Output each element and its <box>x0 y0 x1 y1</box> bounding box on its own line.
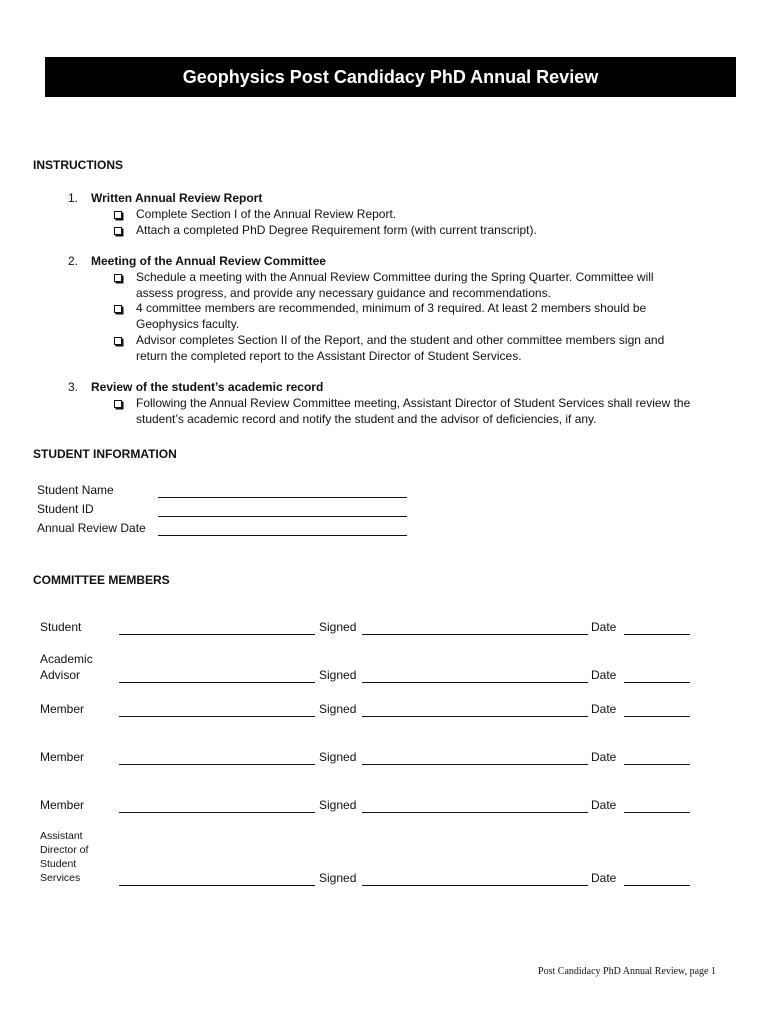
instructions-heading: INSTRUCTIONS <box>33 158 123 172</box>
bullet-text: Advisor completes Section II of the Report, and the student and other committee members sign and <box>136 333 665 347</box>
name-field[interactable] <box>119 885 315 886</box>
date-label: Date <box>591 871 617 885</box>
bullet-text-cont: student’s academic record and notify the student and the advisor of deficiencies, if any. <box>136 412 597 426</box>
role-label: Academic <box>40 652 93 666</box>
signature-field[interactable] <box>362 812 588 813</box>
student-name-label: Student Name <box>37 483 114 497</box>
bullet-text: Following the Annual Review Committee meeting, Assistant Director of Student Services shall review the <box>136 396 691 410</box>
page-footer: Post Candidacy PhD Annual Review, page 1 <box>538 966 716 977</box>
page-title: Geophysics Post Candidacy PhD Annual Review <box>45 57 736 97</box>
signature-field[interactable] <box>362 716 588 717</box>
date-field[interactable] <box>624 716 690 717</box>
student-id-label: Student ID <box>37 502 94 516</box>
item-title: Written Annual Review Report <box>91 191 263 205</box>
signed-label: Signed <box>319 668 357 682</box>
signed-label: Signed <box>319 798 357 812</box>
item-number: 1. <box>67 191 78 205</box>
student-info-heading: STUDENT INFORMATION <box>33 447 177 461</box>
checkbox-icon <box>114 211 122 219</box>
student-name-field[interactable] <box>158 497 407 498</box>
date-field[interactable] <box>624 764 690 765</box>
item-title: Meeting of the Annual Review Committee <box>91 254 326 268</box>
bullet-text-cont: assess progress, and provide any necessary guidance and recommendations. <box>136 286 551 300</box>
signature-field[interactable] <box>362 682 588 683</box>
date-field[interactable] <box>624 812 690 813</box>
signature-field[interactable] <box>362 885 588 886</box>
name-field[interactable] <box>119 764 315 765</box>
role-label: Assistant <box>40 830 83 842</box>
bullet-text: Complete Section I of the Annual Review Report. <box>136 207 397 221</box>
date-label: Date <box>591 620 617 634</box>
signature-field[interactable] <box>362 764 588 765</box>
bullet-text-cont: Geophysics faculty. <box>136 317 240 331</box>
role-label-cont: Services <box>40 872 81 884</box>
item-number: 3. <box>67 380 78 394</box>
checkbox-icon <box>114 305 122 313</box>
signature-field[interactable] <box>362 634 588 635</box>
checkbox-icon <box>114 400 122 408</box>
signed-label: Signed <box>319 702 357 716</box>
name-field[interactable] <box>119 716 315 717</box>
checkbox-icon <box>114 227 122 235</box>
name-field[interactable] <box>119 634 315 635</box>
bullet-text-cont: return the completed report to the Assistant Director of Student Services. <box>136 349 522 363</box>
date-label: Date <box>591 702 617 716</box>
date-label: Date <box>591 750 617 764</box>
bullet-text: 4 committee members are recommended, minimum of 3 required. At least 2 members should be <box>136 301 647 315</box>
role-label: Member <box>40 750 85 764</box>
role-label-cont: Student <box>40 858 77 870</box>
item-number: 2. <box>67 254 78 268</box>
signed-label: Signed <box>319 750 357 764</box>
name-field[interactable] <box>119 812 315 813</box>
date-field[interactable] <box>624 682 690 683</box>
role-label: Member <box>40 702 85 716</box>
date-label: Date <box>591 668 617 682</box>
committee-heading: COMMITTEE MEMBERS <box>33 573 170 587</box>
role-label-cont: Advisor <box>40 668 81 682</box>
role-label-cont: Director of <box>40 844 89 856</box>
role-label: Member <box>40 798 85 812</box>
item-title: Review of the student’s academic record <box>91 380 324 394</box>
date-label: Date <box>591 798 617 812</box>
name-field[interactable] <box>119 682 315 683</box>
review-date-label: Annual Review Date <box>37 521 146 535</box>
date-field[interactable] <box>624 634 690 635</box>
signed-label: Signed <box>319 620 357 634</box>
checkbox-icon <box>114 274 122 282</box>
student-id-field[interactable] <box>158 516 407 517</box>
signed-label: Signed <box>319 871 357 885</box>
date-field[interactable] <box>624 885 690 886</box>
review-date-field[interactable] <box>158 535 407 536</box>
bullet-text: Schedule a meeting with the Annual Review Committee during the Spring Quarter. Committee will <box>136 270 654 284</box>
bullet-text: Attach a completed PhD Degree Requirement form (with current transcript). <box>136 223 537 237</box>
role-label: Student <box>40 620 82 634</box>
checkbox-icon <box>114 337 122 345</box>
